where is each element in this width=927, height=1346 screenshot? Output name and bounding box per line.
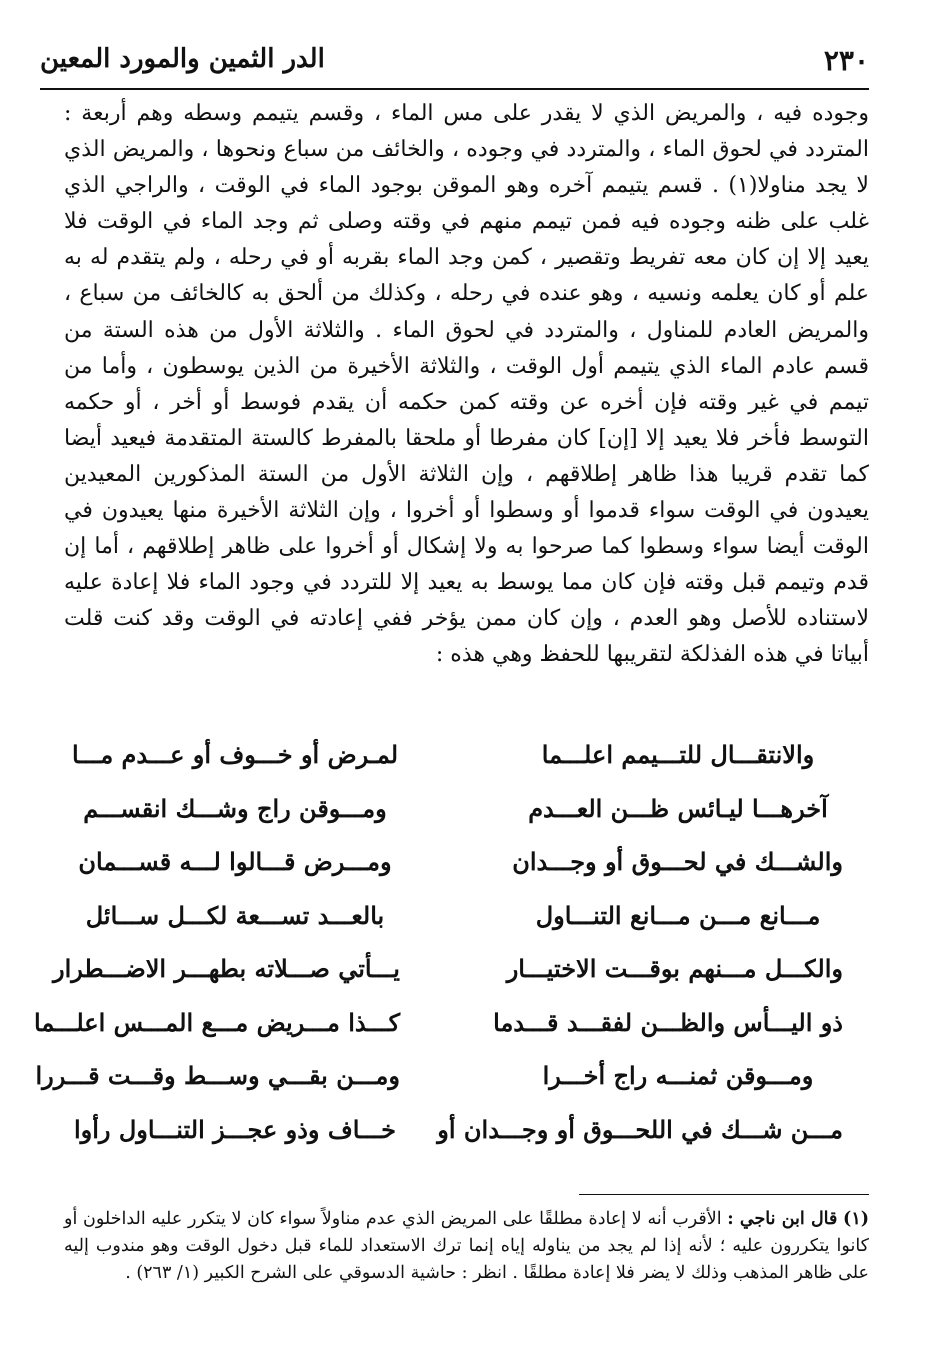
page-header <box>40 40 869 90</box>
page-number: ٢٣٠ <box>823 44 869 77</box>
poem-verse <box>70 728 843 782</box>
verse-second-hemistich: كـــذا مـــريض مـــع المـــس اعلـــما <box>34 1007 400 1037</box>
poem-verse <box>70 889 843 943</box>
verse-second-hemistich: خـــاف وذو عجـــز التنـــاول رأوا <box>74 1114 396 1144</box>
footnote-marker: (١) <box>843 1209 870 1229</box>
verse-first-hemistich: مـــانع مـــن مـــانع التنـــاول <box>535 900 821 930</box>
verse-first-hemistich: مـــن شـــك في اللحـــوق أو وجـــدان أو <box>437 1114 843 1144</box>
poem-verse <box>70 782 843 836</box>
poem-verse <box>70 835 843 889</box>
footnote <box>64 1206 869 1287</box>
verse-first-hemistich: والشـــك في لحـــوق أو وجـــدان <box>512 847 843 877</box>
poem-verse <box>34 996 843 1050</box>
verse-first-hemistich: ومـــوقن ثمنـــه راج أخـــرا <box>542 1061 814 1091</box>
verse-second-hemistich: ومـــوقن راج وشـــك انقســـم <box>83 793 387 823</box>
verse-second-hemistich: يـــأتي صـــلاته بطهـــر الاضـــطرار <box>53 954 400 984</box>
poem <box>34 728 843 1156</box>
verse-first-hemistich: آخرهـــا ليـائس ظـــن العـــدم <box>528 793 828 823</box>
poem-verse <box>35 1049 843 1103</box>
verse-second-hemistich: بالعـــد تســـعة لكـــل ســـائل <box>85 900 385 930</box>
verse-second-hemistich: ومـــن بقـــي وســـط وقـــت قـــررا <box>35 1061 400 1091</box>
verse-second-hemistich: ومـــرض قـــالوا لـــه قســـمان <box>78 847 392 877</box>
footnote-text: الأقرب أنه لا إعادة مطلقًا على المريض الذي عدم مناولاً سواء كان لا يتكرر عليه الداخلون أو كانوا يتكررون عليه ؛ لأنه إذا لم يجد من يناوله إياه إنما ترك الاستعداد للماء قبل دخول الوقت وهو مندوب إليه على ظاهر المذهب وذلك لا يضر فلا إعادة مطلقًا . انظر : حاشية الدسوقي على الشرح الكبير (١/ ٢٦٣) . <box>64 1209 869 1283</box>
verse-first-hemistich: والانتقـــال للتـــيمم اعلـــما <box>541 740 815 770</box>
running-title: الدر الثمين والمورد المعين <box>40 44 325 74</box>
footnote-divider <box>579 1194 869 1195</box>
footnote-author: قال ابن ناجي : <box>727 1209 838 1229</box>
body-paragraph: وجوده فيه ، والمريض الذي لا يقدر على مس الماء ، وقسم يتيمم وسطه وهم أربعة : المتردد في لحوق الماء ، والمتردد في وجوده ، والخائف من سباع ونحوها ، والمريض الذي لا يجد مناولا(١) . قسم يتيمم آخره وهو الموقن بوجود الماء في الوقت ، والراجي الذي غلب على ظنه وجوده فيه فمن تيمم منهم في وقته وصلى ثم وجد الماء في الوقت فلا يعيد إلا إن كان معه تفريط وتقصير ، كمن وجد الماء بقربه أو في رحله ، ولم يتقدم له به علم أو كان يعلمه ونسيه ، وهو عنده في رحله ، وكذلك من ألحق به كالخائف من سباع ، والمريض العادم للمناول ، والمتردد في لحوق الماء . والثلاثة الأول من هذه الستة من قسم عادم الماء الذي يتيمم أول الوقت ، والثلاثة الأخيرة من الذين يوسطون ، وأما من تيمم في غير وقته فإن أخره عن وقته كمن حكمه أن يقدم فوسط أو أخر ، أو حكمه التوسط فأخر فلا يعيد إلا [إن] كان مفرطا أو ملحقا بالمفرط كالستة المتقدمة فيعيد أيضا كما تقدم قريبا هذا ظاهر إطلاقهم ، وإن الثلاثة الأول من الستة المذكورين المعيدين يعيدون في الوقت سواء قدموا أو وسطوا أو أخروا ، وإن الثلاثة الأخيرة منها يعيدون في الوقت أيضا سواء وسطوا كما صرحوا به ولا إشكال أو أخروا على ظاهر إطلاقهم ، أما إن قدم وتيمم قبل وقته فإن كان مما يوسط به يعيد إلا للتردد في وجود الماء فلا إعادة عليه لاستناده للأصل وهو العدم ، وإن كان ممن يؤخر ففي إعادته في الوقت وقد كنت قلت أبياتا في هذه الفذلكة لتقريبها للحفظ وهي هذه : <box>64 101 869 668</box>
poem-verse <box>70 1103 843 1157</box>
verse-second-hemistich: لمـرض أو خـــوف أو عـــدم مـــا <box>71 740 399 770</box>
verse-first-hemistich: ذو اليـــأس والظـــن لفقـــد قـــدما <box>493 1007 843 1037</box>
verse-first-hemistich: والكـــل مـــنهم بوقـــت الاختيـــار <box>506 954 843 984</box>
poem-verse <box>53 942 843 996</box>
